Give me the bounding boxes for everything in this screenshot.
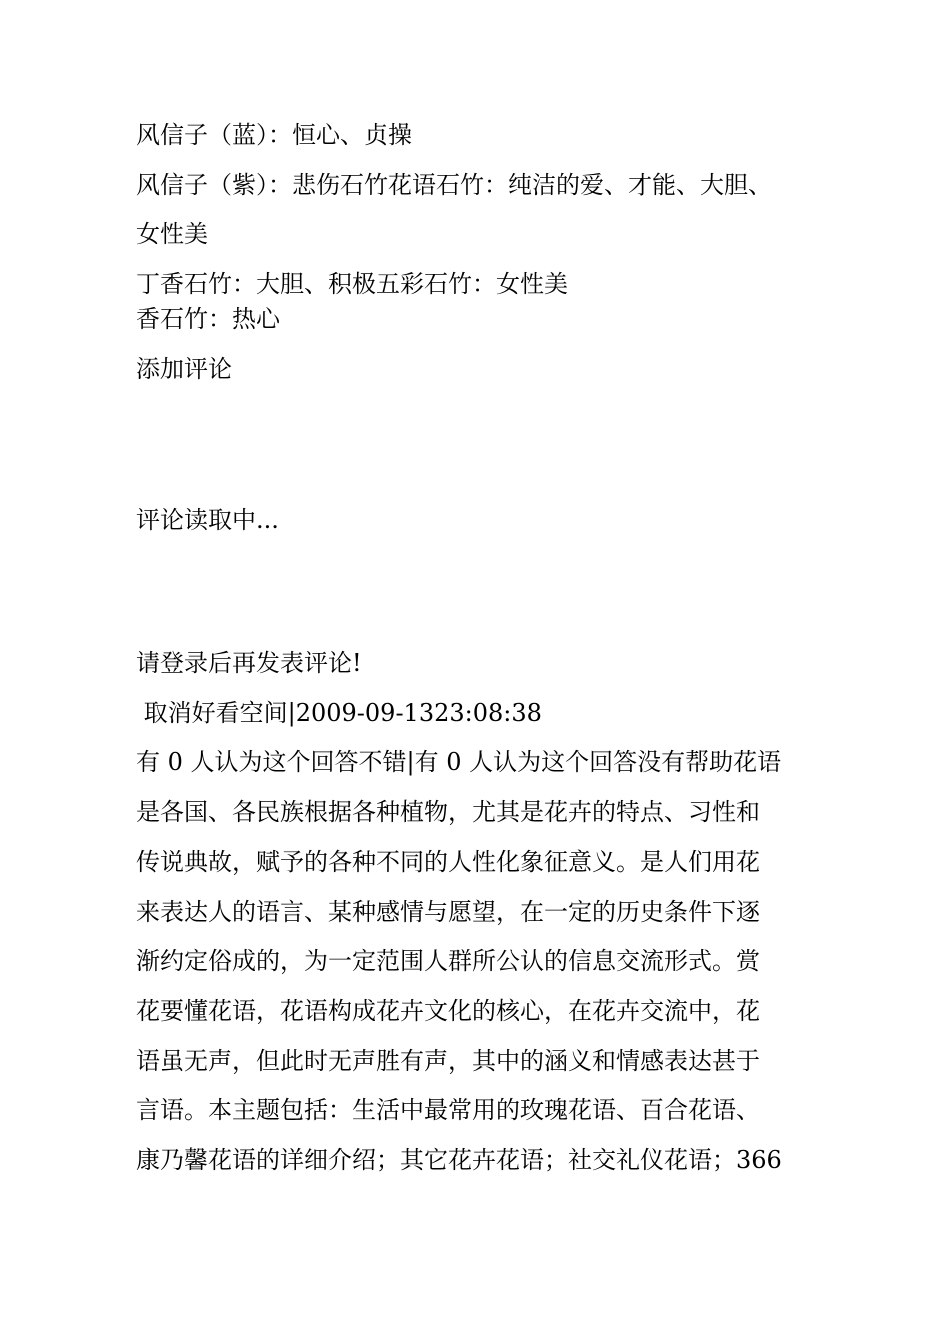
paragraph-line: 来表达人的语言、某种感情与愿望，在一定的历史条件下逐 [136, 898, 760, 926]
paragraph-line: 花要懂花语，花语构成花卉文化的核心，在花卉交流中，花 [136, 997, 760, 1025]
comments-loading-text: 评论读取中... [136, 506, 279, 534]
answer-meta-line: 取消好看空间|2009-09-1323:08:38 [136, 699, 542, 727]
login-prompt-text: 请登录后再发表评论! [136, 649, 362, 677]
paragraph-line: 渐约定俗成的，为一定范围人群所公认的信息交流形式。赏 [136, 947, 760, 975]
paragraph-line: 有 0 人认为这个回答不错|有 0 人认为这个回答没有帮助花语 [136, 748, 782, 776]
paragraph-line: 是各国、各民族根据各种植物，尤其是花卉的特点、习性和 [136, 798, 760, 826]
paragraph-line: 言语。本主题包括：生活中最常用的玫瑰花语、百合花语、 [136, 1096, 760, 1124]
text-line-clove-dianthus: 丁香石竹：大胆、积极五彩石竹：女性美 [136, 270, 568, 298]
add-comment-link[interactable]: 添加评论 [136, 355, 232, 383]
text-line-carnation: 香石竹：热心 [136, 305, 280, 333]
paragraph-line: 康乃馨花语的详细介绍；其它花卉花语；社交礼仪花语；366 [136, 1146, 782, 1174]
paragraph-line: 传说典故，赋予的各种不同的人性化象征意义。是人们用花 [136, 848, 760, 876]
text-line-hyacinth-blue: 风信子（蓝）：恒心、贞操 [136, 121, 412, 149]
paragraph-line: 语虽无声，但此时无声胜有声，其中的涵义和情感表达甚于 [136, 1047, 760, 1075]
text-line-hyacinth-purple: 风信子（紫）：悲伤石竹花语石竹：纯洁的爱、才能、大胆、 [136, 171, 772, 199]
text-line-female-beauty: 女性美 [136, 220, 208, 248]
